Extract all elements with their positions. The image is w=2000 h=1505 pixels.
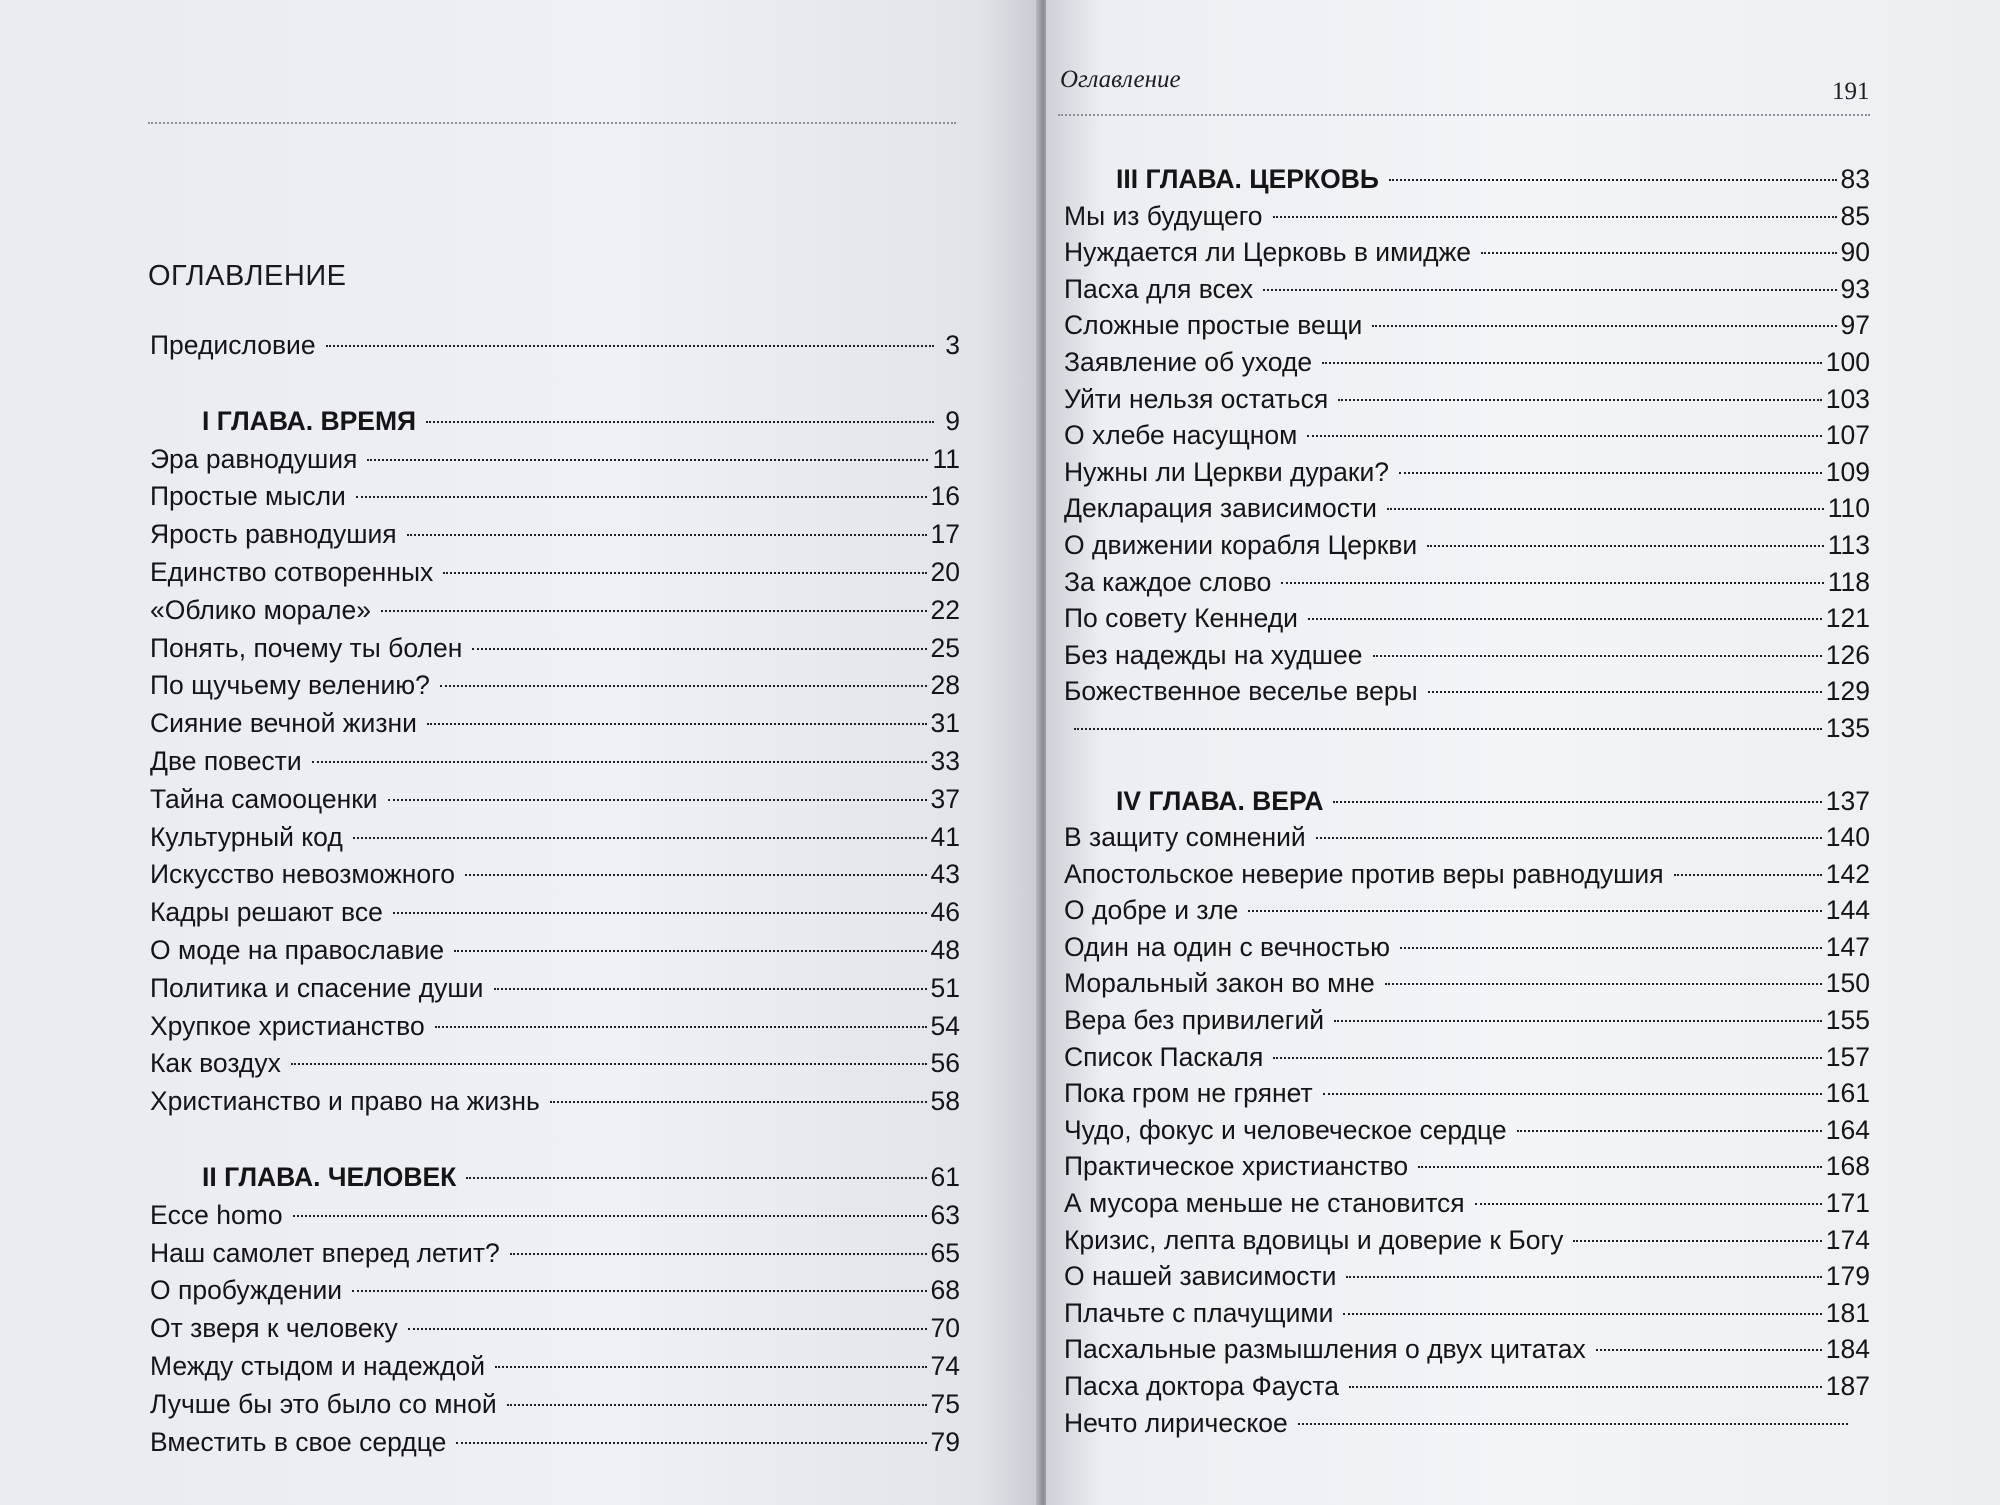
entry-page-number: 164 (1825, 1114, 1870, 1145)
dot-leader (1334, 1020, 1822, 1022)
dot-leader (352, 1290, 926, 1292)
toc-entry-row (1064, 1078, 1870, 1115)
entry-title: Пока гром не грянет (1064, 1078, 1313, 1109)
dot-leader (1373, 655, 1822, 657)
dot-leader (1475, 1203, 1822, 1205)
dot-leader (1573, 1240, 1821, 1242)
dot-leader (550, 1101, 927, 1103)
entry-title: О добре и зле (1064, 895, 1239, 926)
entry-page-number: 110 (1827, 493, 1870, 524)
toc-entry-row (150, 1200, 960, 1238)
chapter-title: I ГЛАВА. ВРЕМЯ (202, 405, 417, 436)
toc-entry-row (1064, 420, 1870, 457)
entry-title: Единство сотворенных (150, 556, 434, 587)
toc-heading: ОГЛАВЛЕНИЕ (148, 260, 347, 292)
toc-entry-row (150, 708, 960, 746)
dot-leader (1399, 472, 1822, 474)
dot-leader (1400, 947, 1822, 949)
entry-page-number: 142 (1825, 858, 1870, 889)
dot-leader (1307, 435, 1821, 437)
dot-leader (1273, 216, 1837, 218)
dot-leader (408, 1328, 927, 1330)
entry-page-number: 174 (1825, 1224, 1870, 1255)
toc-entry-row (150, 481, 960, 519)
toc-entry-row (1064, 895, 1870, 932)
entry-title: Кадры решают все (150, 897, 383, 928)
toc-entry-row (150, 822, 960, 860)
dot-leader (1674, 874, 1822, 876)
dot-leader (1273, 1057, 1821, 1059)
toc-entry-row (1064, 640, 1870, 677)
dot-leader (507, 1404, 927, 1406)
toc-entry-row (1064, 384, 1870, 421)
entry-page-number: 28 (930, 670, 960, 701)
entry-title: Кризис, лепта вдовицы и доверие к Богу (1064, 1224, 1564, 1255)
entry-title: О хлебе насущном (1064, 420, 1298, 451)
toc-list-right (1064, 164, 1870, 1444)
dot-leader (291, 1063, 927, 1065)
entry-page-number: 179 (1825, 1261, 1870, 1292)
entry-page-number: 61 (930, 1161, 960, 1192)
toc-entry-row (150, 784, 960, 822)
toc-list-left (150, 330, 960, 1464)
entry-title: О пробуждении (150, 1275, 343, 1306)
chapter-title: IV ГЛАВА. ВЕРА (1116, 785, 1324, 816)
entry-title: Христианство и право на жизнь (150, 1086, 540, 1117)
entry-page-number: 129 (1825, 676, 1870, 707)
dot-leader (443, 572, 926, 574)
dot-leader (510, 1253, 927, 1255)
dot-leader (1372, 325, 1836, 327)
entry-page-number: 184 (1825, 1334, 1870, 1365)
entry-page-number: 33 (930, 745, 960, 776)
entry-page-number: 25 (930, 632, 960, 663)
dot-leader (1481, 252, 1836, 254)
dot-leader (1428, 691, 1822, 693)
dot-leader (393, 912, 927, 914)
toc-entry-row (1064, 603, 1870, 640)
dot-leader (1281, 582, 1823, 584)
entry-title: Искусство невозможного (150, 859, 455, 890)
entry-page-number: 48 (930, 934, 960, 965)
entry-title: Ecce homo (150, 1199, 283, 1230)
entry-title: Эра равнодушия (150, 443, 358, 474)
entry-title: Вместить в свое сердце (150, 1426, 447, 1457)
entry-page-number: 56 (930, 1048, 960, 1079)
entry-page-number: 168 (1825, 1151, 1870, 1182)
right-page (1046, 0, 2000, 1505)
toc-entry-row (150, 1011, 960, 1049)
toc-entry-row (1064, 1151, 1870, 1188)
entry-page-number: 65 (930, 1237, 960, 1268)
entry-page-number: 181 (1825, 1297, 1870, 1328)
entry-page-number: 41 (930, 821, 960, 852)
dot-leader (1316, 837, 1822, 839)
toc-chapter-row (1064, 786, 1870, 823)
dot-leader (427, 723, 927, 725)
toc-entry-row (1064, 1115, 1870, 1152)
entry-title: Культурный код (150, 821, 343, 852)
toc-entry-row (1064, 968, 1870, 1005)
toc-entry-row (1064, 1005, 1870, 1042)
dot-leader (1338, 399, 1822, 401)
entry-title: Моральный закон во мне (1064, 968, 1375, 999)
toc-entry-row (1064, 1371, 1870, 1408)
entry-title: Тайна самооценки (150, 783, 378, 814)
running-head: Оглавление (1060, 66, 1181, 93)
entry-page-number: 74 (930, 1350, 960, 1381)
entry-title: Понять, почему ты болен (150, 632, 463, 663)
toc-entry-row (1064, 530, 1870, 567)
dot-leader (1427, 545, 1824, 547)
entry-page-number: 90 (1840, 237, 1870, 268)
toc-entry-row (150, 1351, 960, 1389)
dot-leader (466, 1177, 926, 1179)
entry-page-number: 63 (930, 1199, 960, 1230)
entry-title: Политика и спасение души (150, 972, 484, 1003)
dot-leader (1248, 910, 1821, 912)
dot-leader (426, 421, 934, 423)
entry-title: Лучше бы это было со мной (150, 1388, 497, 1419)
dot-leader (1349, 1386, 1822, 1388)
toc-entry-row (150, 935, 960, 973)
dot-leader (494, 988, 927, 990)
toc-entry-row (1064, 1188, 1870, 1225)
entry-title: Предисловие (150, 330, 316, 360)
toc-entry-row (150, 859, 960, 897)
entry-page-number: 137 (1825, 785, 1870, 816)
entry-title: Пасха для всех (1064, 273, 1254, 304)
toc-entry-row (1064, 457, 1870, 494)
entry-title: Сияние вечной жизни (150, 708, 417, 739)
entry-page-number: 150 (1825, 968, 1870, 999)
entry-page-number: 93 (1840, 273, 1870, 304)
entry-page-number: 22 (930, 594, 960, 625)
entry-page-number: 113 (1827, 529, 1870, 560)
dot-leader (388, 799, 927, 801)
dot-leader (472, 648, 926, 650)
toc-entry-row (1064, 859, 1870, 896)
header-rule (148, 122, 956, 124)
entry-page-number: 68 (930, 1275, 960, 1306)
toc-entry-row (150, 1086, 960, 1124)
toc-entry-row (1064, 567, 1870, 604)
entry-page-number: 118 (1827, 566, 1870, 597)
entry-title: Практическое христианство (1064, 1151, 1409, 1182)
entry-title: Простые мысли (150, 481, 346, 512)
toc-chapter-row (1064, 164, 1870, 201)
entry-page-number: 135 (1825, 712, 1870, 743)
entry-page-number: 9 (945, 405, 960, 436)
entry-title: О нашей зависимости (1064, 1261, 1337, 1292)
entry-title: Мы из будущего (1064, 200, 1263, 231)
dot-leader (1387, 508, 1824, 510)
toc-entry-row (150, 633, 960, 671)
entry-title: Божественное веселье веры (1064, 676, 1418, 707)
toc-entry-row (1064, 932, 1870, 969)
entry-page-number: 83 (1840, 164, 1870, 194)
entry-page-number: 157 (1825, 1041, 1870, 1072)
entry-page-number: 109 (1825, 456, 1870, 487)
entry-title: В защиту сомнений (1064, 822, 1306, 853)
entry-title: О движении корабля Церкви (1064, 529, 1418, 560)
toc-entry-row (1064, 822, 1870, 859)
entry-page-number: 100 (1825, 346, 1870, 377)
entry-page-number: 107 (1825, 420, 1870, 451)
entry-title: Вера без привилегий (1064, 1005, 1325, 1036)
toc-entry-row (150, 746, 960, 784)
entry-page-number: 140 (1825, 822, 1870, 853)
toc-entry-row (1064, 310, 1870, 347)
dot-leader (1343, 1313, 1821, 1315)
entry-page-number: 126 (1825, 639, 1870, 670)
dot-leader (407, 534, 927, 536)
dot-leader (326, 345, 934, 347)
chapter-title: III ГЛАВА. ЦЕРКОВЬ (1116, 164, 1379, 194)
entry-title: По совету Кеннеди (1064, 603, 1298, 634)
toc-entry-row (1064, 1334, 1870, 1371)
entry-page-number: 187 (1825, 1371, 1870, 1401)
page-number: 191 (1832, 78, 1870, 105)
dot-leader (1346, 1276, 1821, 1278)
entry-page-number: 97 (1840, 310, 1870, 341)
toc-entry-row (1064, 1042, 1870, 1079)
entry-title: Один на один с вечностью (1064, 931, 1390, 962)
entry-page-number: 155 (1825, 1005, 1870, 1036)
entry-page-number: 11 (932, 443, 960, 474)
entry-page-number: 75 (930, 1388, 960, 1419)
toc-entry-row (1064, 201, 1870, 238)
entry-page-number: 17 (930, 519, 960, 550)
entry-page-number: 31 (930, 708, 960, 739)
toc-entry-row (150, 1048, 960, 1086)
toc-entry-row (150, 330, 960, 368)
dot-leader (456, 1442, 926, 1444)
toc-entry-row (150, 1389, 960, 1427)
chapter-title: II ГЛАВА. ЧЕЛОВЕК (202, 1161, 457, 1192)
dot-leader (1418, 1166, 1822, 1168)
toc-entry-row (150, 557, 960, 595)
toc-entry-row (1064, 1225, 1870, 1262)
entry-page-number: 58 (930, 1086, 960, 1117)
entry-title: Пасхальные размышления о двух цитатах (1064, 1334, 1586, 1365)
dot-leader (440, 685, 927, 687)
dot-leader (356, 496, 927, 498)
entry-page-number: 20 (930, 556, 960, 587)
toc-entry-row (150, 1275, 960, 1313)
entry-page-number: 144 (1825, 895, 1870, 926)
dot-leader (353, 837, 927, 839)
entry-title: «Облико морале» (150, 594, 371, 625)
dot-leader (381, 610, 927, 612)
dot-leader (1298, 1423, 1848, 1425)
dot-leader (1322, 362, 1822, 364)
entry-title: Ярость равнодушия (150, 519, 397, 550)
entry-title: Уйти нельзя остаться (1064, 383, 1329, 414)
dot-leader (1074, 728, 1822, 730)
dot-leader (1389, 179, 1837, 181)
dot-leader (1596, 1349, 1822, 1351)
entry-title: Нуждается ли Церковь в имидже (1064, 237, 1472, 268)
dot-leader (454, 950, 926, 952)
entry-title: Без надежды на худшее (1064, 639, 1363, 670)
toc-entry-row (1064, 676, 1870, 713)
entry-title: Сложные простые вещи (1064, 310, 1363, 341)
entry-page-number: 3 (945, 330, 960, 360)
chapter-spacer (150, 368, 960, 406)
entry-title: Декларация зависимости (1064, 493, 1377, 524)
entry-title: Нужны ли Церкви дураки? (1064, 456, 1390, 487)
entry-page-number: 103 (1825, 383, 1870, 414)
dot-leader (1385, 983, 1822, 985)
entry-page-number: 54 (930, 1010, 960, 1041)
dot-leader (495, 1366, 927, 1368)
entry-title: Как воздух (150, 1048, 281, 1079)
header-rule (1058, 114, 1870, 116)
dot-leader (465, 874, 927, 876)
toc-entry-row (150, 1313, 960, 1351)
dot-leader (293, 1215, 927, 1217)
entry-page-number: 161 (1825, 1078, 1870, 1109)
chapter-spacer (1064, 750, 1870, 786)
entry-page-number: 37 (930, 783, 960, 814)
dot-leader (435, 1026, 927, 1028)
entry-page-number: 79 (930, 1426, 960, 1457)
entry-title: За каждое слово (1064, 566, 1272, 597)
toc-entry-row (1064, 347, 1870, 384)
entry-title: Список Паскаля (1064, 1041, 1264, 1072)
toc-entry-row (1064, 713, 1870, 750)
toc-entry-row (1064, 274, 1870, 311)
toc-entry-row (150, 1427, 960, 1465)
entry-title: Чудо, фокус и человеческое сердце (1064, 1114, 1507, 1145)
toc-entry-row (150, 444, 960, 482)
entry-page-number: 70 (930, 1313, 960, 1344)
toc-entry-row (150, 973, 960, 1011)
toc-entry-row (1064, 237, 1870, 274)
toc-entry-row (150, 519, 960, 557)
toc-entry-row (1064, 1298, 1870, 1335)
dot-leader (1263, 289, 1836, 291)
entry-title: А мусора меньше не становится (1064, 1188, 1465, 1219)
chapter-spacer (150, 1124, 960, 1162)
dot-leader (1517, 1130, 1822, 1132)
entry-title: Заявление об уходе (1064, 346, 1313, 377)
toc-entry-row (1064, 1408, 1870, 1445)
entry-page-number: 171 (1825, 1188, 1870, 1219)
toc-entry-row (150, 670, 960, 708)
entry-title: Хрупкое христианство (150, 1010, 425, 1041)
entry-title: Плачьте с плачущими (1064, 1297, 1334, 1328)
toc-entry-row (1064, 493, 1870, 530)
entry-title: От зверя к человеку (150, 1313, 398, 1344)
entry-title: Апостольское неверие против веры равнодушия (1064, 858, 1664, 889)
dot-leader (367, 459, 928, 461)
dot-leader (312, 761, 927, 763)
toc-entry-row (150, 897, 960, 935)
dot-leader (1308, 618, 1822, 620)
entry-title: Наш самолет вперед летит? (150, 1237, 500, 1268)
dot-leader (1323, 1093, 1822, 1095)
entry-title: По щучьему велению? (150, 670, 430, 701)
entry-title: Нечто лирическое (1064, 1407, 1288, 1438)
toc-entry-row (150, 1238, 960, 1276)
entry-title: Две повести (150, 745, 302, 776)
entry-page-number: 16 (930, 481, 960, 512)
toc-entry-row (150, 595, 960, 633)
toc-chapter-row (150, 406, 960, 444)
entry-page-number: 43 (930, 859, 960, 890)
toc-entry-row (1064, 1261, 1870, 1298)
entry-page-number: 121 (1825, 603, 1870, 634)
entry-page-number: 85 (1840, 200, 1870, 231)
dot-leader (1333, 801, 1821, 803)
entry-page-number: 46 (930, 897, 960, 928)
entry-page-number: 51 (930, 972, 960, 1003)
entry-title: Пасха доктора Фауста (1064, 1371, 1339, 1401)
entry-title: Между стыдом и надеждой (150, 1350, 486, 1381)
toc-chapter-row (150, 1162, 960, 1200)
entry-title: О моде на православие (150, 934, 445, 965)
entry-page-number: 147 (1825, 931, 1870, 962)
